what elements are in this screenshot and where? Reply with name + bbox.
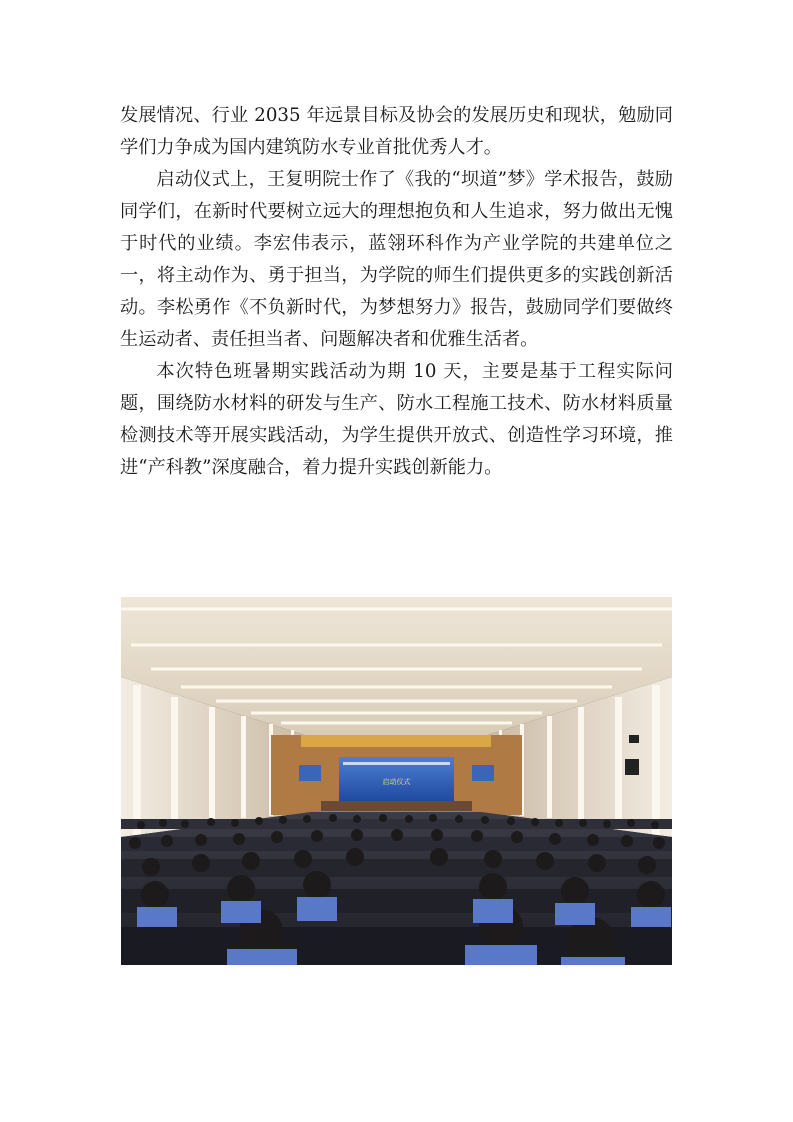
text-line: 围绕防水材料的研发与生产、防水工程施工技术、防水材料质量检测 bbox=[120, 393, 673, 446]
side-screen-right bbox=[472, 765, 494, 781]
stage-floor bbox=[321, 801, 472, 811]
article-body bbox=[120, 100, 673, 484]
text-line: 愧于时代的业绩。李宏伟表示，蓝翎环科作为产业学院的共建单位之 bbox=[120, 201, 673, 254]
text-line: 启动仪式上，王复明院士作了《我的“坝道”梦》学术报告，鼓 bbox=[156, 169, 655, 190]
side-screen-left bbox=[299, 765, 321, 781]
auditorium-illustration bbox=[121, 597, 672, 965]
stage-banner bbox=[301, 735, 491, 747]
text-line: 本次特色班暑期实践活动为期 10 天，主要是基于工程实际问题， bbox=[120, 361, 673, 414]
text-line: 动。李松勇作《不负新时代，为梦想努力》报告，鼓励同学们要做终 bbox=[120, 297, 673, 318]
paragraph-3 bbox=[120, 356, 673, 484]
text-line: 发展情况、行业 2035 年远景目标及协会的发展历史和现状，勉励同 bbox=[120, 105, 673, 126]
text-line: 学们力争成为国内建筑防水专业首批优秀人才。 bbox=[120, 137, 502, 158]
auditorium-photo bbox=[121, 597, 672, 965]
text-line: 一，将主动作为、勇于担当，为学院的师生们提供更多的实践创新活 bbox=[120, 265, 673, 286]
text-line: 励同学们，在新时代要树立远大的理想抱负和人生追求，努力做出无 bbox=[120, 169, 673, 222]
screen-line bbox=[343, 762, 450, 765]
text-line: 技术等开展实践活动，为学生提供开放式、创造性学习环境，推进“产 bbox=[120, 425, 673, 478]
paragraph-2 bbox=[120, 164, 673, 356]
speaker bbox=[625, 759, 639, 775]
text-line: 科教”深度融合，着力提升实践创新能力。 bbox=[165, 457, 503, 478]
speaker bbox=[629, 735, 639, 743]
screen-title: 启动仪式 bbox=[382, 778, 411, 786]
paragraph-1 bbox=[120, 100, 673, 164]
text-line: 生运动者、责任担当者、问题解决者和优雅生活者。 bbox=[120, 329, 539, 350]
